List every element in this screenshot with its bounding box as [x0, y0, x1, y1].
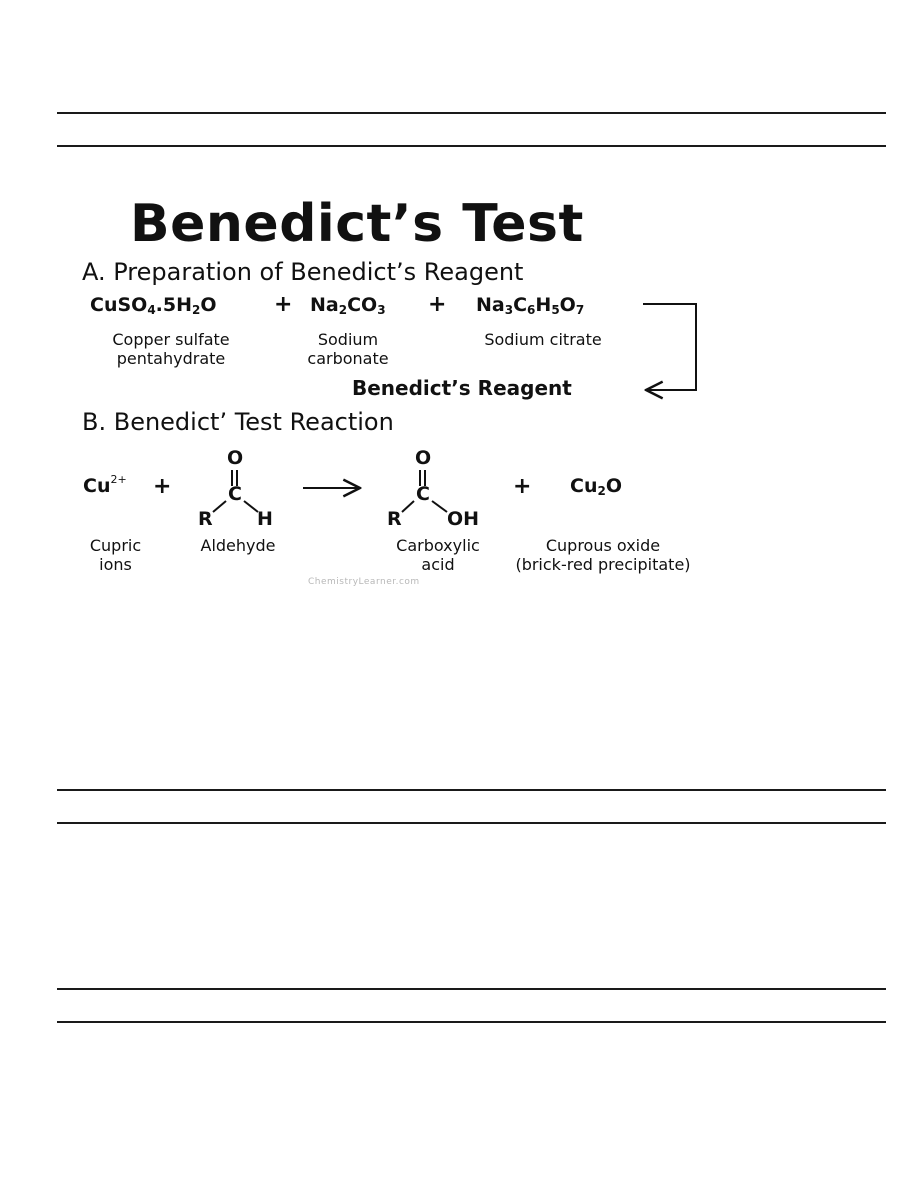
plus-sign-4: + — [513, 474, 532, 499]
aldehyde-label: Aldehyde — [200, 536, 276, 555]
copper-sulfate-formula: $CuSO_4.5H_2O$ — [90, 294, 217, 317]
acid-hydroxyl: OH — [447, 508, 480, 530]
rule-2 — [57, 145, 886, 147]
rule-6 — [57, 1021, 886, 1023]
cuprous-oxide-label: Cuprous oxide (brick-red precipitate) — [515, 536, 691, 575]
benedicts-reagent-label: Benedict’s Reagent — [352, 376, 572, 400]
sodium-citrate-label: Sodium citrate — [484, 330, 602, 349]
reagent-bracket-arrow — [643, 304, 696, 390]
section-b-heading: B. Benedict’ Test Reaction — [82, 408, 394, 436]
acid-bond-oh — [432, 501, 447, 512]
aldehyde-bond-h — [244, 501, 258, 512]
acid-bond-r — [402, 501, 414, 512]
plus-sign-3: + — [153, 474, 172, 499]
sodium-citrate-formula: $Na_3C_6H_5O_7$ — [476, 294, 585, 317]
acid-oxygen: O — [415, 447, 432, 469]
acid-carbon: C — [416, 483, 430, 505]
watermark: ChemistryLearner.com — [308, 577, 420, 587]
section-a-heading: A. Preparation of Benedict’s Reagent — [82, 258, 524, 286]
sodium-carbonate-formula: $Na_2CO_3$ — [310, 294, 386, 317]
aldehyde-r-group: R — [198, 508, 213, 530]
rule-5 — [57, 988, 886, 990]
carboxylic-acid-label: Carboxylic acid — [396, 536, 480, 575]
rule-3 — [57, 789, 886, 791]
cuprous-oxide-formula: $Cu_2O$ — [570, 475, 622, 498]
aldehyde-hydrogen: H — [257, 508, 273, 530]
acid-r-group: R — [387, 508, 402, 530]
aldehyde-oxygen: O — [227, 447, 244, 469]
benedicts-test-figure — [78, 190, 738, 595]
rule-4 — [57, 822, 886, 824]
plus-sign-1: + — [274, 292, 293, 317]
plus-sign-2: + — [428, 292, 447, 317]
sodium-carbonate-label: Sodium carbonate — [307, 330, 389, 369]
rule-1 — [57, 112, 886, 114]
copper-sulfate-label: Copper sulfate pentahydrate — [112, 330, 230, 369]
figure-title: Benedict’s Test — [130, 194, 584, 254]
aldehyde-bond-r — [213, 501, 226, 512]
cupric-ion-formula: $Cu^{2+}$ — [83, 473, 127, 497]
cupric-ions-label: Cupric ions — [89, 536, 142, 575]
aldehyde-carbon: C — [228, 483, 242, 505]
